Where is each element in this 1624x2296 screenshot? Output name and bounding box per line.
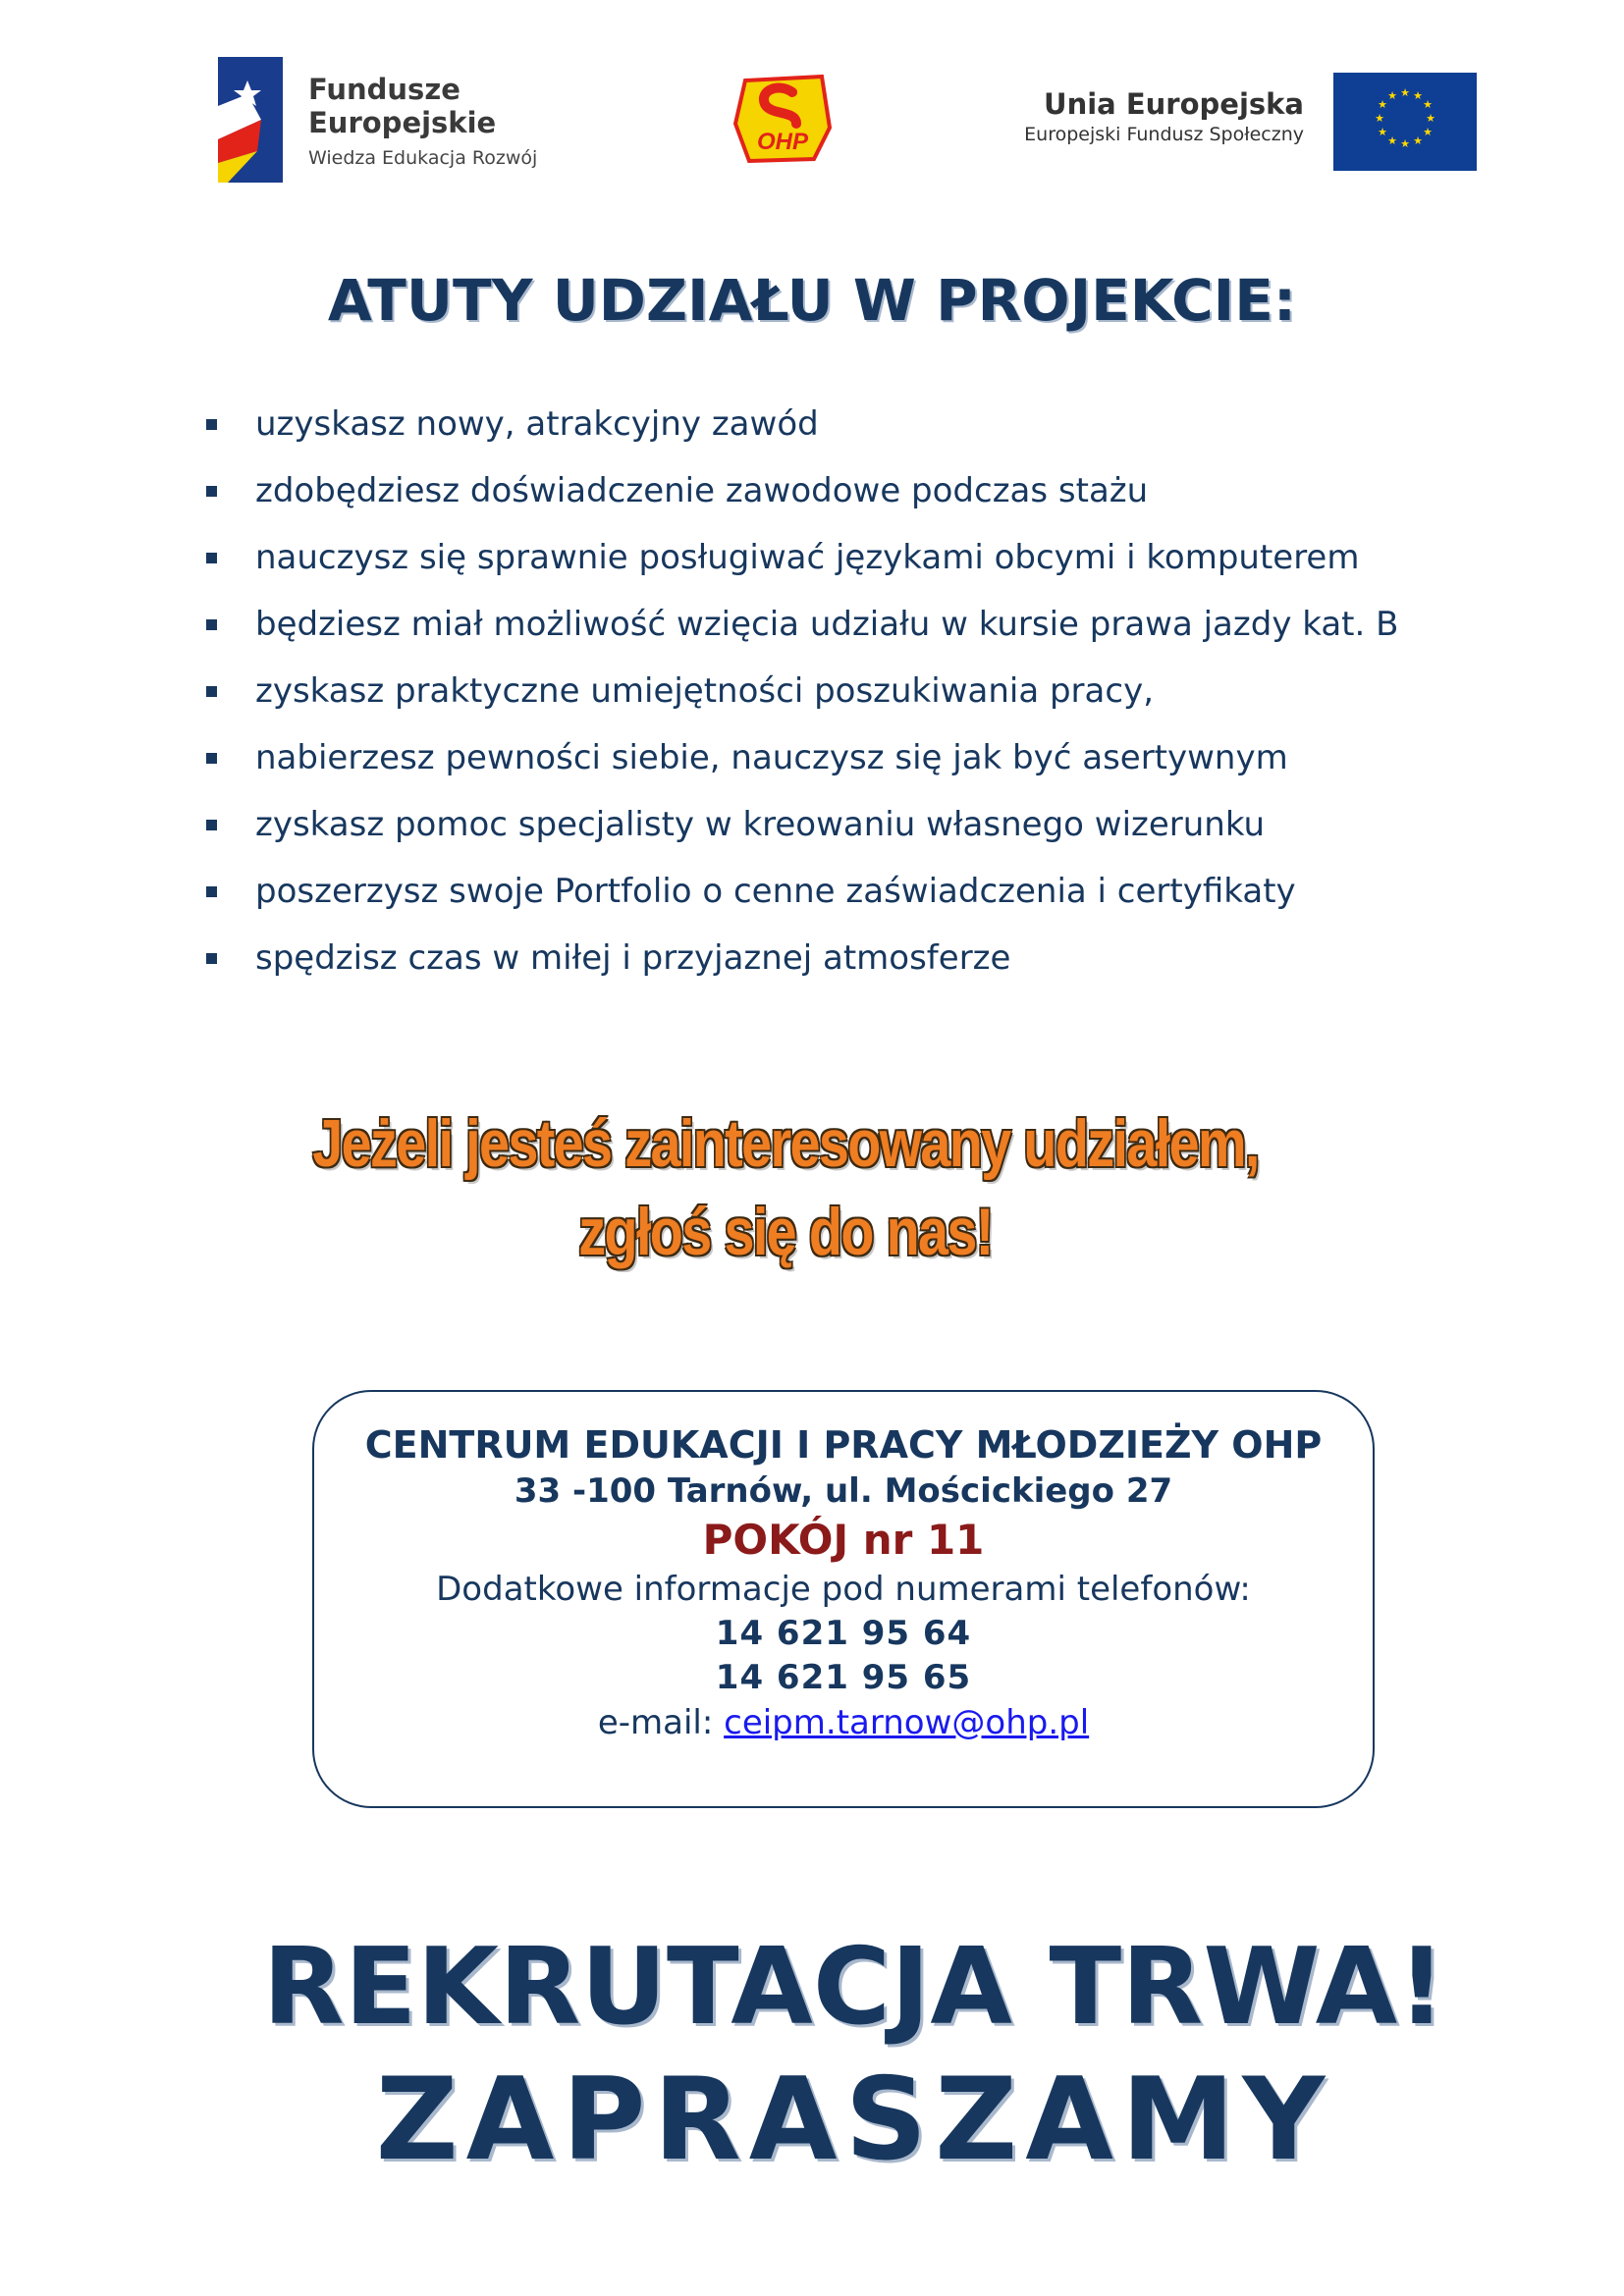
bullet-square-icon [206,419,217,430]
list-item [206,858,1398,925]
recruitment-line1: REKRUTACJA TRWA! [262,1926,1446,2049]
fundusze-title-line1: Fundusze [308,73,460,106]
cta-line1: Jeżeli jesteś zainteresowany udziałem, [312,1106,1259,1181]
call-to-action [0,1099,1571,1276]
cta-line2: zgłoś się do nas! [578,1195,993,1269]
bullet-square-icon [206,753,217,764]
fundusze-europejskie-subtitle: Wiedza Edukacja Rozwój [308,147,538,169]
svg-text:★: ★ [1426,112,1435,125]
contact-box [312,1390,1375,1808]
list-item [206,925,1398,991]
email-label: e-mail: [597,1703,714,1742]
list-item [206,791,1398,858]
svg-text:★: ★ [1387,134,1397,147]
bullet-square-icon [206,619,217,630]
svg-text:★: ★ [1375,112,1384,125]
contact-info-text: Dodatkowe informacje pod numerami telefonów: [436,1570,1251,1609]
eu-flag-icon [1333,73,1477,171]
benefit-text: będziesz miał możliwość wzięcia udziału w kursie prawa jazdy kat. B [255,605,1399,644]
contact-phone-1: 14 621 95 64 [715,1614,972,1653]
svg-text:★: ★ [1378,126,1387,138]
page-heading: ATUTY UDZIAŁU W PROJEKCIE: [327,267,1297,334]
bullet-square-icon [206,886,217,897]
contact-email-row [314,1700,1373,1745]
list-item [206,724,1398,791]
unia-europejska-title: Unia Europejska [1044,87,1304,121]
fundusze-europejskie-logo [218,57,591,187]
unia-europejska-text [1024,86,1304,147]
recruitment-line2: ZAPRASZAMY [375,2054,1333,2186]
bullet-square-icon [206,486,217,497]
svg-text:★: ★ [1413,134,1423,147]
contact-address: 33 -100 Tarnów, ul. Mościckiego 27 [514,1471,1173,1511]
list-item [206,457,1398,524]
contact-phone-2: 14 621 95 65 [715,1658,972,1697]
benefit-text: poszerzysz swoje Portfolio o cenne zaświadczenia i certyfikaty [255,872,1296,911]
benefit-text: zyskasz pomoc specjalisty w kreowaniu własnego wizerunku [255,805,1266,844]
fundusze-title-line2: Europejskie [308,106,497,139]
ohp-logo-icon [731,71,834,165]
list-item [206,658,1398,724]
svg-text:★: ★ [1413,89,1423,102]
bullet-square-icon [206,686,217,697]
svg-text:★: ★ [1400,86,1410,99]
bullet-square-icon [206,820,217,830]
svg-text:★: ★ [1423,126,1433,138]
bullet-square-icon [206,553,217,563]
contact-organization: CENTRUM EDUKACJI I PRACY MŁODZIEŻY OHP [364,1423,1323,1467]
svg-text:★: ★ [1387,89,1397,102]
benefit-text: nauczysz się sprawnie posługiwać językami obcymi i komputerem [255,538,1360,577]
benefit-text: spędzisz czas w miłej i przyjaznej atmosferze [255,938,1011,978]
logo-header [0,0,1624,196]
benefits-list [206,391,1398,991]
benefit-text: uzyskasz nowy, atrakcyjny zawód [255,404,819,444]
benefit-text: zdobędziesz doświadczenie zawodowe podczas stażu [255,471,1149,510]
unia-europejska-subtitle: Europejski Fundusz Społeczny [1024,124,1304,145]
list-item [206,391,1398,457]
contact-room: POKÓJ nr 11 [702,1516,985,1564]
svg-text:★: ★ [1400,137,1410,150]
list-item [206,524,1398,591]
bullet-square-icon [206,953,217,964]
email-link[interactable]: ceipm.tarnow@ohp.pl [724,1703,1090,1742]
ohp-logo-text: OHP [756,129,809,155]
svg-text:★: ★ [1378,98,1387,111]
benefit-text: zyskasz praktyczne umiejętności poszukiwania pracy, [255,671,1154,711]
svg-text:★: ★ [1423,98,1433,111]
benefit-text: nabierzesz pewności siebie, nauczysz się jak być asertywnym [255,738,1288,777]
list-item [206,591,1398,658]
fundusze-europejskie-title [308,73,496,139]
recruitment-banner [0,1924,1624,2189]
fundusze-europejskie-mark-icon [218,57,283,183]
